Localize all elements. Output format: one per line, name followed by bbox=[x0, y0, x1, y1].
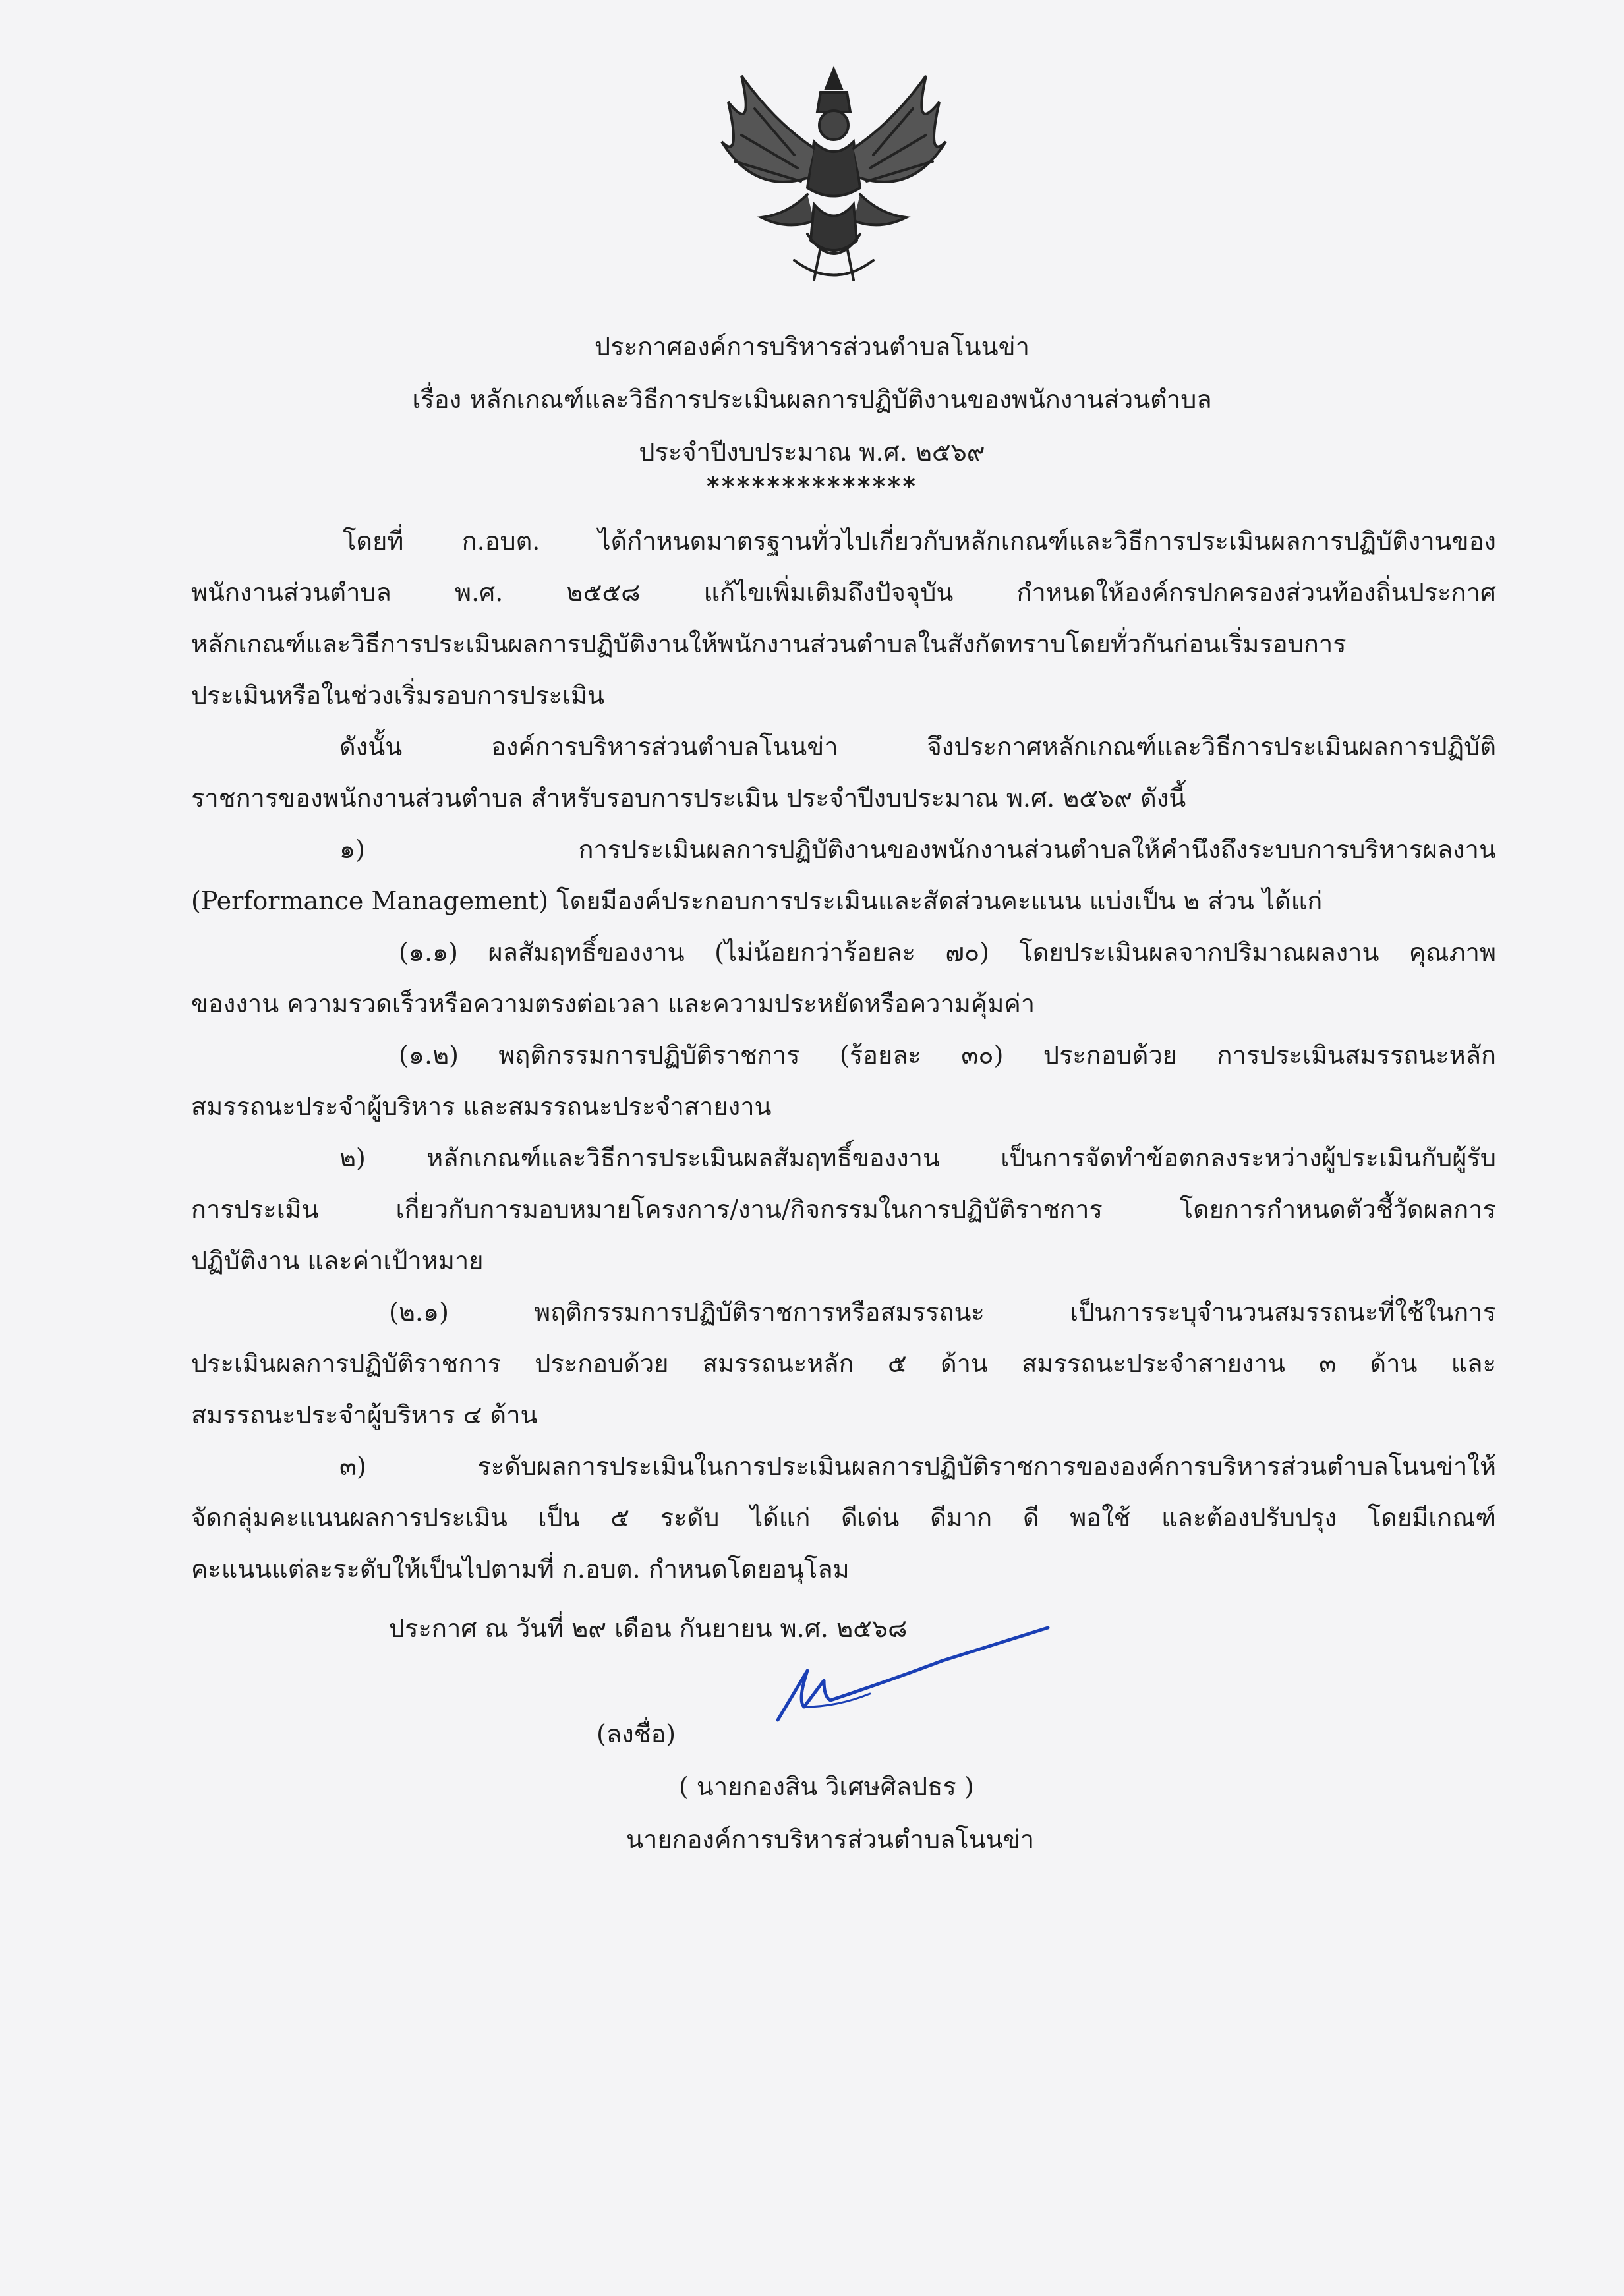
document-fiscal-year: ประจำปีงบประมาณ พ.ศ. ๒๕๖๙ bbox=[639, 438, 985, 467]
signature-scribble-icon bbox=[758, 1608, 1068, 1760]
body-line-1: โดยที่ ก.อบต. ได้กำหนดมาตรฐานทั่วไปเกี่ยวกับหลักเกณฑ์และวิธีการประเมินผลการปฏิบัติงานของ bbox=[343, 527, 1496, 556]
announce-date: ประกาศ ณ วันที่ ๒๙ เดือน กันยายน พ.ศ. ๒๕๖๘ bbox=[389, 1614, 908, 1643]
document-subject: เรื่อง หลักเกณฑ์และวิธีการประเมินผลการปฏิบัติงานของพนักงานส่วนตำบล bbox=[412, 385, 1212, 414]
body-line-6: ราชการของพนักงานส่วนตำบล สำหรับรอบการประเมิน ประจำปีงบประมาณ พ.ศ. ๒๕๖๙ ดังนี้ bbox=[191, 784, 1186, 813]
body-line-21: คะแนนแต่ละระดับให้เป็นไปตามที่ ก.อบต. กำหนดโดยอนุโลม bbox=[191, 1555, 850, 1584]
body-line-10: ของงาน ความรวดเร็วหรือความตรงต่อเวลา และความประหยัดหรือความคุ้มค่า bbox=[191, 989, 1035, 1018]
signer-name: ( นายกองสิน วิเศษศิลปธร ) bbox=[679, 1772, 974, 1801]
body-line-4: ประเมินหรือในช่วงเริ่มรอบการประเมิน bbox=[191, 681, 604, 710]
header-separator: ************** bbox=[706, 471, 918, 501]
body-line-14: การประเมิน เกี่ยวกับการมอบหมายโครงการ/งาน/กิจกรรมในการปฏิบัติราชการ โดยการกำหนดตัวชี้วัดผลการ bbox=[191, 1195, 1496, 1224]
body-line-19: ๓) ระดับผลการประเมินในการประเมินผลการปฏิบัติราชการขององค์การบริหารส่วนตำบลโนนข่าให้ bbox=[339, 1452, 1496, 1481]
body-line-9: (๑.๑) ผลสัมฤทธิ์ของงาน (ไม่น้อยกว่าร้อยละ ๗๐) โดยประเมินผลจากปริมาณผลงาน คุณภาพ bbox=[399, 938, 1496, 967]
body-line-12: สมรรถนะประจำผู้บริหาร และสมรรถนะประจำสายงาน bbox=[191, 1092, 772, 1121]
garuda-emblem-icon bbox=[715, 63, 952, 293]
body-line-17: ประเมินผลการปฏิบัติราชการ ประกอบด้วย สมรรถนะหลัก ๕ ด้าน สมรรถนะประจำสายงาน ๓ ด้าน และ bbox=[191, 1349, 1496, 1378]
body-line-5: ดังนั้น องค์การบริหารส่วนตำบลโนนข่า จึงประกาศหลักเกณฑ์และวิธีการประเมินผลการปฏิบัติ bbox=[339, 732, 1496, 761]
body-line-20: จัดกลุ่มคะแนนผลการประเมิน เป็น ๕ ระดับ ได้แก่ ดีเด่น ดีมาก ดี พอใช้ และต้องปรับปรุง โดยมีเกณฑ์ bbox=[191, 1503, 1496, 1532]
body-line-2: พนักงานส่วนตำบล พ.ศ. ๒๕๕๘ แก้ไขเพิ่มเติมถึงปัจจุบัน กำหนดให้องค์กรปกครองส่วนท้องถิ่นประกาศ bbox=[191, 578, 1496, 607]
body-line-8: (Performance Management) โดยมีองค์ประกอบการประเมินและสัดส่วนคะแนน แบ่งเป็น ๒ ส่วน ได้แก่ bbox=[191, 886, 1323, 915]
sign-label: (ลงชื่อ) bbox=[596, 1719, 676, 1748]
body-line-13: ๒) หลักเกณฑ์และวิธีการประเมินผลสัมฤทธิ์ของงาน เป็นการจัดทำข้อตกลงระหว่างผู้ประเมินกับผู้รับ bbox=[339, 1143, 1496, 1172]
document-org-title: ประกาศองค์การบริหารส่วนตำบลโนนข่า bbox=[594, 332, 1030, 361]
body-line-3: หลักเกณฑ์และวิธีการประเมินผลการปฏิบัติงานให้พนักงานส่วนตำบลในสังกัดทราบโดยทั่วกันก่อนเริ่มรอบการ bbox=[191, 629, 1347, 658]
body-line-18: สมรรถนะประจำผู้บริหาร ๔ ด้าน bbox=[191, 1400, 538, 1429]
body-line-15: ปฏิบัติงาน และค่าเป้าหมาย bbox=[191, 1246, 484, 1275]
body-line-7: ๑) การประเมินผลการปฏิบัติงานของพนักงานส่วนตำบลให้คำนึงถึงระบบการบริหารผลงาน bbox=[339, 835, 1496, 864]
signer-position: นายกองค์การบริหารส่วนตำบลโนนข่า bbox=[626, 1825, 1035, 1854]
body-line-11: (๑.๒) พฤติกรรมการปฏิบัติราชการ (ร้อยละ ๓๐) ประกอบด้วย การประเมินสมรรถนะหลัก bbox=[399, 1041, 1496, 1070]
body-line-16: (๒.๑) พฤติกรรมการปฏิบัติราชการหรือสมรรถนะ เป็นการระบุจำนวนสมรรถนะที่ใช้ในการ bbox=[389, 1298, 1496, 1327]
